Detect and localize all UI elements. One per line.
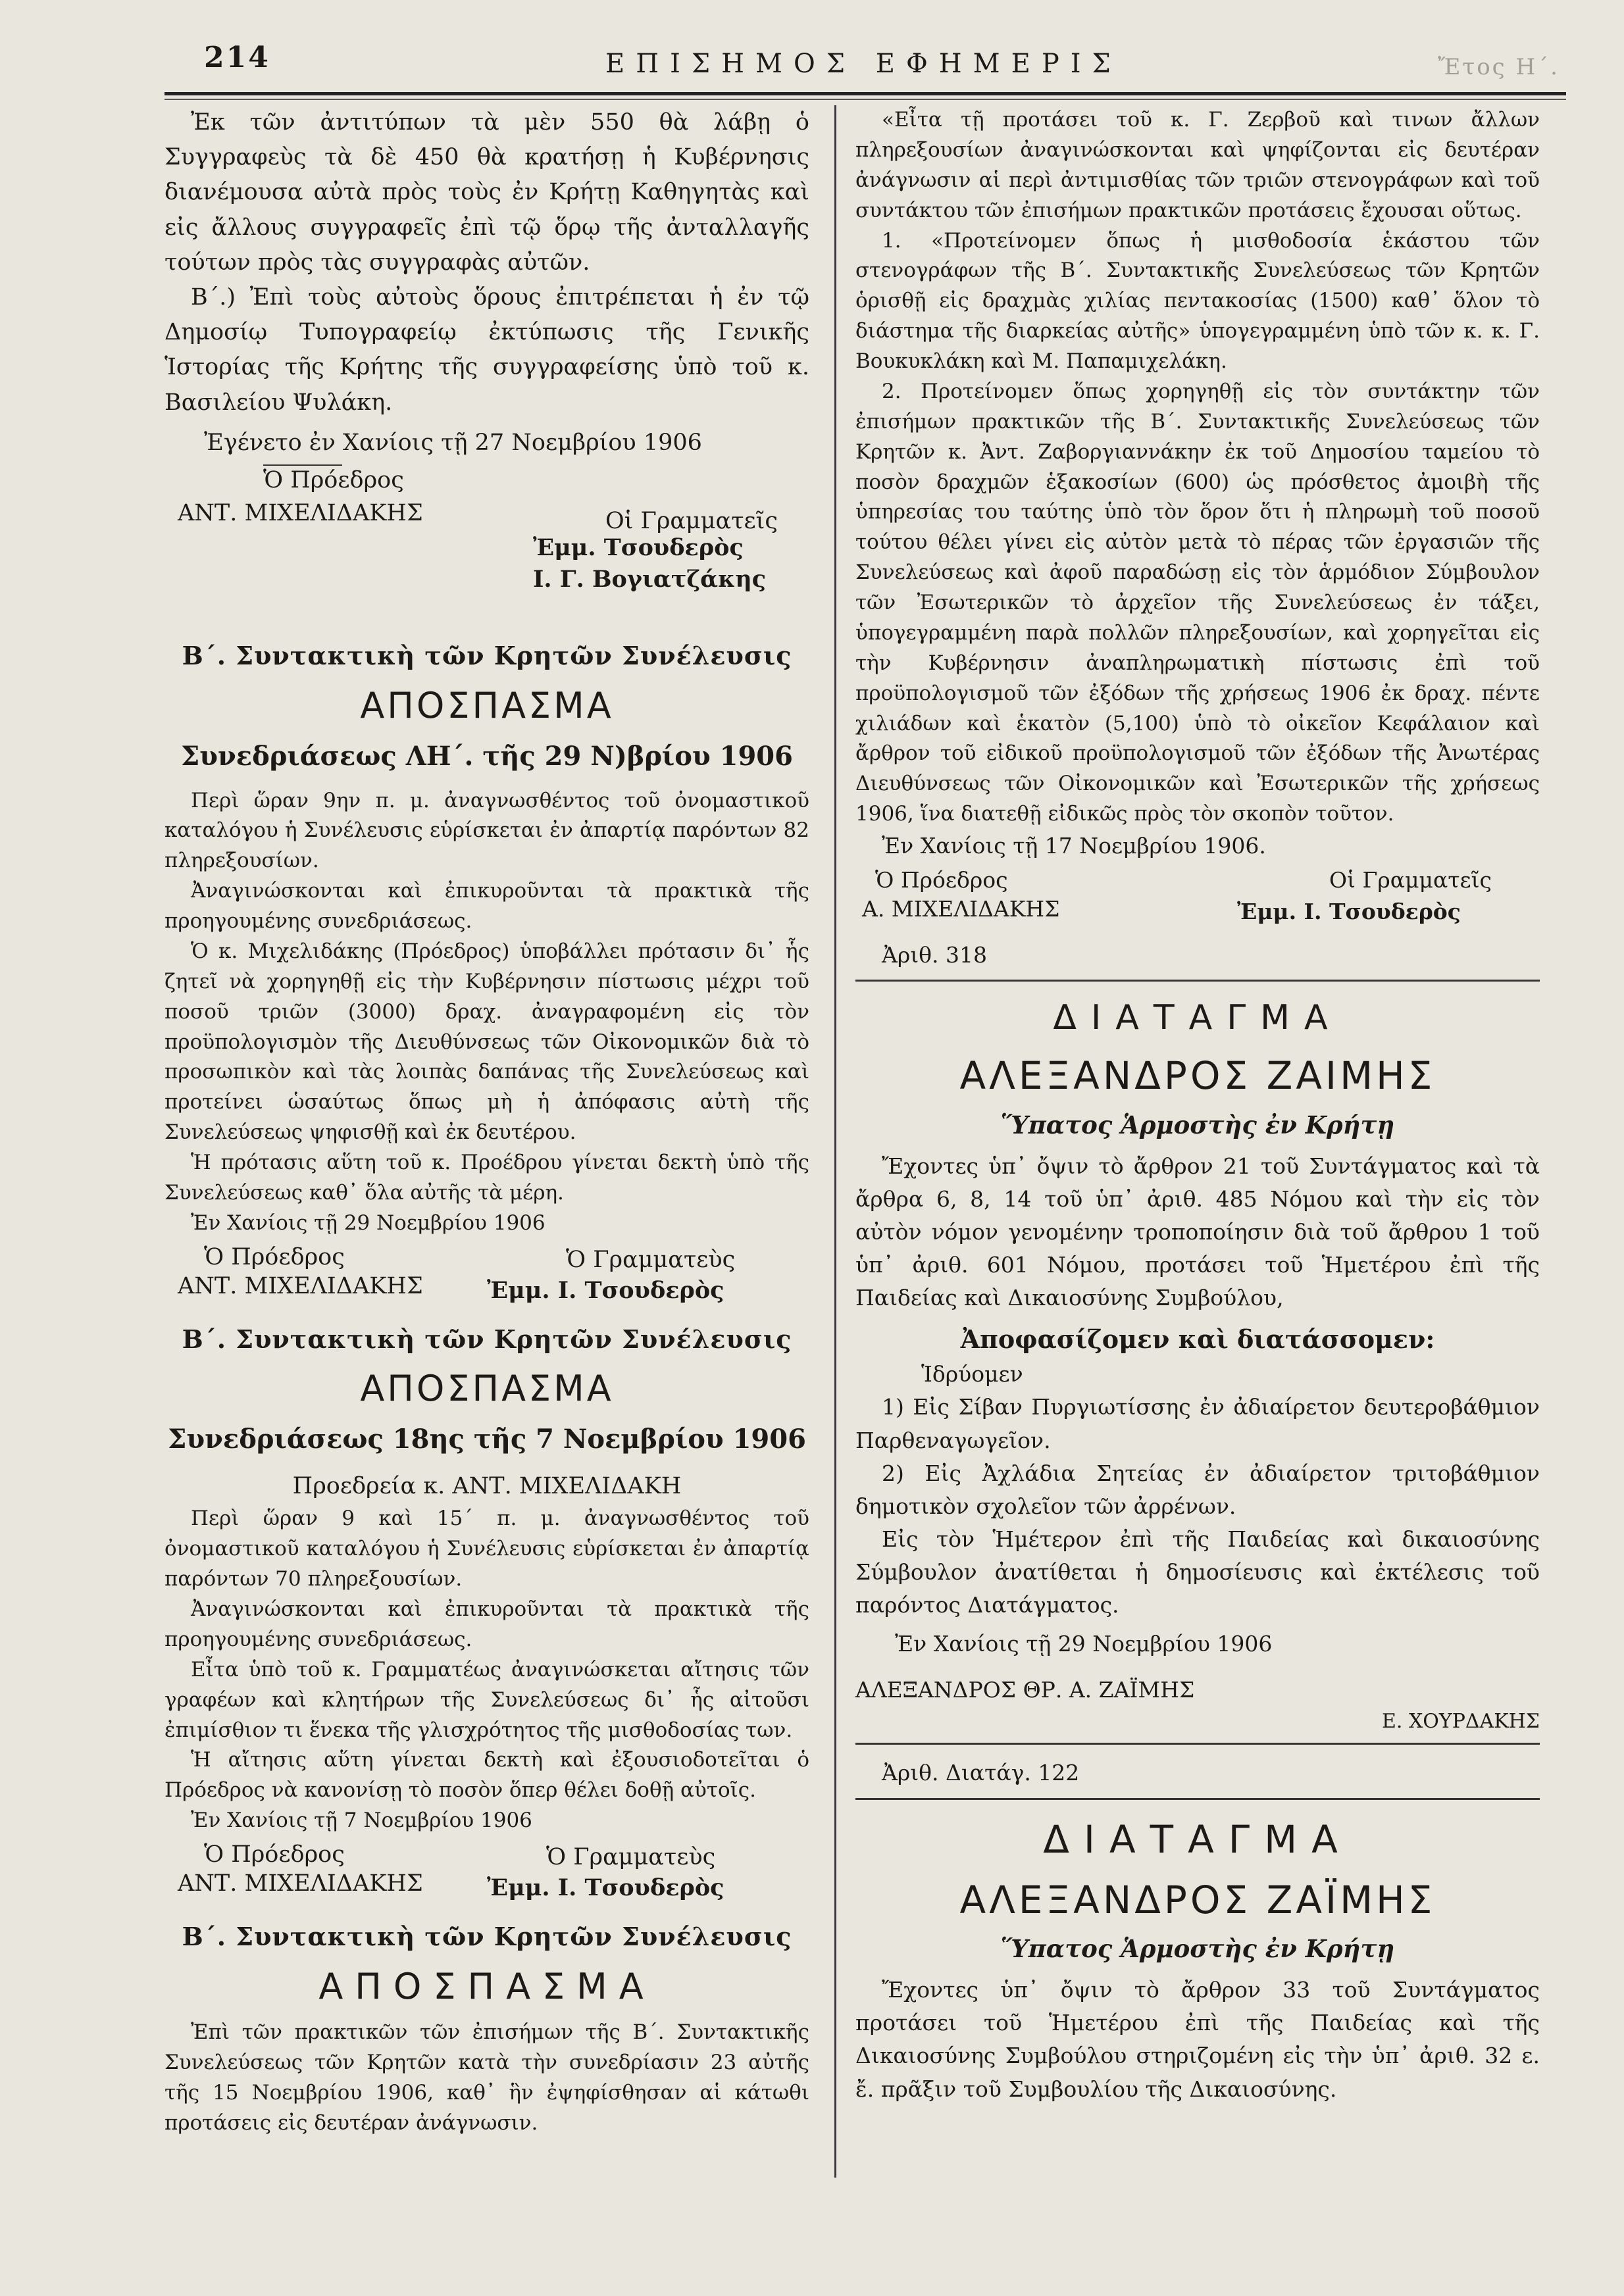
paragraph: «Εἶτα τῇ προτάσει τοῦ κ. Γ. Ζερβοῦ καὶ τινων ἄλλων πληρεξουσίων ἀναγινώσκονται καὶ ψηφίζονται εἰς δευτέραν ἀνάγνωσιν αἱ περὶ ἀντιμισθίας τῶν τριῶν στενογράφων καὶ τοῦ συντάκτου τῶν ἐπισήμων πρακτικῶν προτάσεις ἔχουσαι οὕτως. [855, 108, 1540, 222]
presidency-line: Προεδρεία κ. ΑΝΤ. ΜΙΧΕΛΙΔΑΚΗ [292, 1473, 682, 1500]
list-item: 2) Εἰς Ἀχλάδια Σητείας ἐν ἀδιαίρετον τριτοβάθμιον δημοτικὸν σχολεῖον τῶν ἀρρένων. [855, 1460, 1540, 1519]
president-name: ΑΝΤ. ΜΙΧΕΛΙΔΑΚΗΣ [178, 499, 423, 526]
signer-name: ΑΛΕΞΑΝΔΡΟΣ ΘΡ. Α. ΖΑΪΜΗΣ [855, 1676, 1195, 1703]
commissioner-name: ΑΛΕΞΑΝΔΡΟΣ ΖΑΙΜΗΣ [959, 1053, 1436, 1099]
section-heading: ΑΠΟΣΠΑΣΜΑ [360, 684, 614, 726]
president-title: Ὁ Πρόεδρος [875, 867, 1008, 893]
commissioner-title: Ὕπατος Ἁρμοστὴς ἐν Κρήτῃ [1000, 1934, 1395, 1963]
secretary-name: Ι. Γ. Βογιατζάκης [533, 565, 767, 593]
commissioner-title: Ὕπατος Ἁρμοστὴς ἐν Κρήτῃ [1000, 1110, 1395, 1139]
newspaper-title: ΕΠΙΣΗΜΟΣ ΕΦΗΜΕΡΙΣ [605, 49, 1122, 79]
secretaries-title: Οἱ Γραμματεῖς [1329, 867, 1492, 893]
session-line: Συνεδριάσεως 18ης τῆς 7 Νοεμβρίου 1906 [168, 1424, 806, 1455]
institution-heading: Β΄. Συντακτικὴ τῶν Κρητῶν Συνέλευσις [182, 1324, 792, 1354]
secretary-name: Ἐμμ. Τσουδερὸς [533, 534, 744, 561]
secretary-name: Ἐμμ. Ι. Τσουδερὸς [487, 1874, 724, 1902]
date-line: Ἐγένετο ἐν Χανίοις τῇ 27 Νοεμβρίου 1906 [204, 429, 702, 456]
page-number: 214 [204, 41, 270, 74]
president-name: ΑΝΤ. ΜΙΧΕΛΙΔΑΚΗΣ [178, 1272, 423, 1299]
session-line: Συνεδριάσεως ΛΗ΄. τῆς 29 Ν)βρίου 1906 [181, 740, 793, 772]
date-line: Ἐν Χανίοις τῇ 7 Νοεμβρίου 1906 [191, 1809, 532, 1833]
secretary-title: Ὁ Γραμματεὺς [546, 1844, 716, 1871]
signature-block [165, 1837, 809, 1901]
institution-heading: Β΄. Συντακτικὴ τῶν Κρητῶν Συνέλευσις [182, 640, 792, 670]
paragraph: Ἀναγινώσκονται καὶ ἐπικυροῦνται τὰ πρακτικὰ τῆς προηγουμένης συνεδριάσεως. [165, 1597, 809, 1651]
decree-heading: ΔΙΑΤΑΓΜΑ [1053, 998, 1342, 1038]
right-column [855, 105, 1540, 2106]
date-line: Ἐν Χανίοις τῇ 29 Νοεμβρίου 1906 [895, 1630, 1273, 1657]
secretaries-block [165, 534, 809, 620]
left-column [165, 105, 809, 2138]
secretaries-title: Οἱ Γραμματεῖς [605, 507, 778, 534]
list-item: 1) Εἰς Σίβαν Πυργιωτίσσης ἐν ἀδιαίρετον δευτεροβάθμιον Παρθεναγωγεῖον. [855, 1394, 1540, 1453]
section-heading: ΑΠΟΣΠΑΣΜΑ [318, 1965, 655, 2007]
paragraph: 1. «Προτείνομεν ὅπως ἡ μισθοδοσία ἑκάστου τῶν στενογράφων τῆς Β΄. Συντακτικῆς Συνελεύσεως τῶν Κρητῶν ὁρισθῇ εἰς δραχμὰς χιλίας πεντακοσίας (1500) καθ᾽ ὅλον τὸ διάστημα τῆς διαρκείας αὐτῆς» ὑπογεγραμμένη ὑπὸ τῶν κ. κ. Γ. Βουκυκλάκη καὶ Μ. Παπαμιχελάκη. [855, 228, 1540, 373]
president-title: Ὁ Πρόεδρος [204, 1243, 345, 1270]
countersigner-name: Ε. ΧΟΥΡΔΑΚΗΣ [1381, 1709, 1540, 1733]
paragraph: Ὁ κ. Μιχελιδάκης (Πρόεδρος) ὑποβάλλει πρότασιν δι᾽ ἧς ζητεῖ νὰ χορηγηθῇ εἰς τὴν Κυβέρνησιν πίστωσις μέχρι τοῦ ποσοῦ τριῶν (3000) δραχ. ἀναγραφομένη εἰς τὸν προϋπολογισμὸν τῆς Διευθύνσεως τῶν Οἰκονομικῶν διὰ τὸ προσωπικὸν καὶ τὰς λοιπὰς δαπάνας τῆς Συνελεύσεως καὶ προτείνει ὡσαύτως ὅπως μὴ ἡ ἀπόφασις αὐτὴ τῆς Συνελεύσεως ψηφισθῇ καὶ ἐκ δευτέρου. [165, 939, 809, 1145]
paragraph: Ἡ αἴτησις αὕτη γίνεται δεκτὴ καὶ ἐξουσιοδοτεῖται ὁ Πρόεδρος νὰ κανονίσῃ τὸ ποσὸν ὅπερ θέλει δοθῇ αὐτοῖς. [165, 1748, 809, 1803]
header-rule [165, 92, 1566, 95]
paragraph: Ἀναγινώσκονται καὶ ἐπικυροῦνται τὰ πρακτικὰ τῆς προηγουμένης συνεδριάσεως. [165, 879, 809, 933]
paragraph: Εἶτα ὑπὸ τοῦ κ. Γραμματέως ἀναγινώσκεται αἴτησις τῶν γραφέων καὶ κλητήρων τῆς Συνελεύσεως δι᾽ ἧς αἰτοῦσι ἐπιμίσθιον τι ἕνεκα τῆς γλισχρότητος τῆς μισθοδοσίας των. [165, 1657, 809, 1742]
paragraph: Ἐκ τῶν ἀντιτύπων τὰ μὲν 550 θὰ λάβῃ ὁ Συγγραφεὺς τὰ δὲ 450 θὰ κρατήσῃ ἡ Κυβέρνησις διανέμουσα αὐτὰ πρὸς τοὺς ἐν Κρήτῃ Καθηγητὰς καὶ εἰς ἄλλους συγγραφεῖς ἐπὶ τῷ ὅρῳ τῆς ἀνταλλαγῆς τούτων πρὸς τὰς συγγραφὰς αὐτῶν. [165, 109, 809, 276]
page-header [165, 41, 1560, 93]
paragraph: Ἔχοντες ὑπ᾽ ὄψιν τὸ ἄρθρον 21 τοῦ Συντάγματος καὶ τὰ ἄρθρα 6, 8, 14 τοῦ ὑπ᾽ ἀριθ. 485 Νόμου καὶ τὴν εἰς τὸν αὐτὸν νόμον γενομένην τροποποίησιν διὰ τοῦ ἄρθρου 1 τοῦ ὑπ᾽ ἀριθ. 601 Νόμου, προτάσει τοῦ Ἡμετέρου ἐπὶ τῆς Παιδείας καὶ Δικαιοσύνης Συμβούλου, [855, 1153, 1540, 1311]
signature-block [165, 1240, 809, 1303]
paragraph: Β΄.) Ἐπὶ τοὺς αὐτοὺς ὅρους ἐπιτρέπεται ἡ ἐν τῷ Δημοσίῳ Τυπογραφείῳ ἐκτύπωσις τῆς Γενικῆς Ἱστορίας τῆς Κρήτης τῆς συγγραφείσης ὑπὸ τοῦ κ. Βασιλείου Ψυλάκη. [165, 284, 809, 416]
paragraph: Ἱδρύομεν [921, 1361, 1023, 1387]
header-rule-thin [165, 99, 1566, 100]
date-line: Ἐν Χανίοις τῇ 17 Νοεμβρίου 1906. [882, 833, 1266, 859]
paragraph: Περὶ ὥραν 9ην π. μ. ἀναγνωσθέντος τοῦ ὀνομαστικοῦ καταλόγου ἡ Συνέλευσις εὑρίσκεται ἐν ἀπαρτίᾳ παρόντων 82 πληρεξουσίων. [165, 788, 809, 873]
secretary-name: Ἐμμ. Ι. Τσουδερὸς [1237, 899, 1461, 925]
paragraph: Ἔχοντες ὑπ᾽ ὄψιν τὸ ἄρθρον 33 τοῦ Συντάγματος προτάσει τοῦ Ἡμετέρου ἐπὶ τῆς Παιδείας καὶ τῆς Δικαιοσύνης Συμβούλου στηριζομένη εἰς τὴν ὑπ᾽ ἀριθ. 32 ε. ἔ. πρᾶξιν τοῦ Συμβουλίου τῆς Δικαιοσύνης. [855, 1977, 1540, 2102]
date-line: Ἐν Χανίοις τῇ 29 Νοεμβρίου 1906 [191, 1210, 546, 1235]
paragraph: Ἡ πρότασις αὕτη τοῦ κ. Προέδρου γίνεται δεκτὴ ὑπὸ τῆς Συνελεύσεως καθ᾽ ὅλα αὐτῆς τὰ μέρη. [165, 1151, 809, 1205]
secretary-name: Ἐμμ. Ι. Τσουδερὸς [487, 1276, 724, 1304]
bleed-through-text: Ἔτος Η΄. [1438, 54, 1560, 80]
decree-number: Ἀριθ. Διατάγ. 122 [855, 1757, 1540, 1799]
paragraph: 2. Προτείνομεν ὅπως χορηγηθῇ εἰς τὸν συντάκτην τῶν ἐπισήμων πρακτικῶν τῆς Β΄. Συντακτικῆς Συνελεύσεως τῶν Κρητῶν κ. Ἀντ. Ζαβοργιαννάκην ἐκ τοῦ Δημοσίου ταμείου τὸ ποσὸν δραχμῶν ἑξακοσίων (600) ὡς πρόσθετος ἀμοιβὴ τῆς ὑπηρεσίας του ταύτης ὑπὸ τὸν ὅρον ὅτι ἡ πληρωμὴ τοῦ ποσοῦ τούτου θέλει γίνει εἰς αὐτὸν μετὰ τὸ πέρας τῶν ἐργασιῶν τῆς Συνελεύσεως καὶ ἀφοῦ παραδώσῃ εἰς τὸν ἁρμόδιον Σύμβουλον τῶν Ἐσωτερικῶν τὸ ἀρχεῖον τῆς Συνελεύσεως ἐν τάξει, ὑπογεγραμμένη παρὰ πολλῶν πληρεξουσίων, καὶ χορηγεῖται εἰς τὴν Κυβέρνησιν ἀναπληρωματικὴ πίστωσις ἐπὶ τοῦ προϋπολογισμοῦ τῶν ἐξόδων τῆς χρήσεως 1906 ἐκ δραχ. πέντε χιλιάδων καὶ ἑκατὸν (5,100) ὑπὸ τὸ οἰκεῖον Κεφάλαιον καὶ ἄρθρον τοῦ εἰδικοῦ προϋπολογισμοῦ τῶν ἐξόδων τῆς Ἀνωτέρας Διευθύνσεως τῶν Οἰκονομικῶν καὶ Ἐσωτερικῶν τῆς χρήσεως 1906, ἵνα διατεθῇ εἰδικῶς πρὸς τὸν σκοπὸν τοῦτον. [855, 379, 1540, 826]
president-name: Α. ΜΙΧΕΛΙΔΑΚΗΣ [862, 896, 1060, 922]
institution-heading: Β΄. Συντακτικὴ τῶν Κρητῶν Συνέλευσις [182, 1922, 792, 1952]
column-divider [834, 105, 836, 2178]
signature-block [855, 864, 1540, 927]
decision-heading: Ἀποφασίζομεν καὶ διατάσσομεν: [960, 1324, 1435, 1354]
paragraph: Περὶ ὥραν 9 καὶ 15΄ π. μ. ἀναγνωσθέντος τοῦ ὀνομαστικοῦ καταλόγου ἡ Συνέλευσις εὑρίσκεται ἐν ἀπαρτίᾳ παρόντων 70 πληρεξουσίων. [165, 1507, 809, 1591]
paragraph: Εἰς τὸν Ἡμέτερον ἐπὶ τῆς Παιδείας καὶ δικαιοσύνης Σύμβουλον ἀνατίθεται ἡ δημοσίευσις καὶ ἐκτέλεσις τοῦ παρόντος Διατάγματος. [855, 1526, 1540, 1618]
paragraph: Ἐπὶ τῶν πρακτικῶν τῶν ἐπισήμων τῆς Β΄. Συντακτικῆς Συνελεύσεως τῶν Κρητῶν κατὰ τὴν συνεδρίασιν 23 αὐτῆς τῆς 15 Νοεμβρίου 1906, καθ᾽ ἣν ἐψηφίσθησαν αἱ κάτωθι προτάσεις εἰς δευτέραν ἀνάγνωσιν. [165, 2020, 809, 2135]
divider [855, 1743, 1540, 1745]
decree-number: Ἀριθ. 318 [855, 939, 1540, 982]
section-heading: ΑΠΟΣΠΑΣΜΑ [360, 1368, 614, 1410]
president-title: Ὁ Πρόεδρος [263, 466, 404, 493]
commissioner-name: ΑΛΕΞΑΝΔΡΟΣ ΖΑΪΜΗΣ [959, 1877, 1436, 1922]
decree-heading: ΔΙΑΤΑΓΜΑ [1043, 1816, 1352, 1862]
president-name: ΑΝΤ. ΜΙΧΕΛΙΔΑΚΗΣ [178, 1870, 423, 1897]
president-title: Ὁ Πρόεδρος [204, 1841, 345, 1868]
secretary-title: Ὁ Γραμματεὺς [566, 1246, 736, 1273]
